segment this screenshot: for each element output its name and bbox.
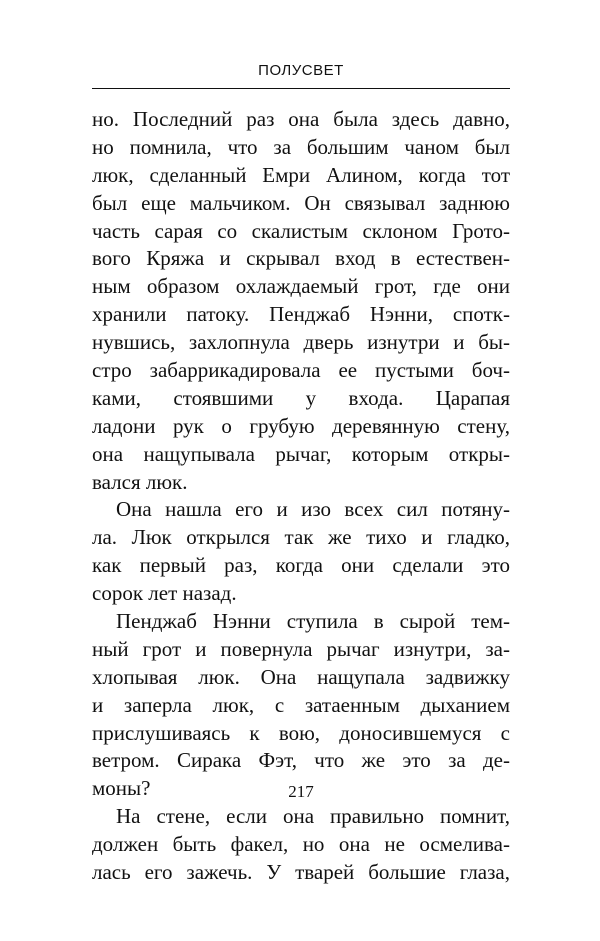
text-line: стро забаррикадировала ее пустыми боч-: [92, 358, 510, 383]
header-rule: [92, 88, 510, 89]
text-line: ным образом охлаждаемый грот, где они: [92, 274, 510, 299]
text-line: Пенджаб Нэнни ступила в сырой тем-: [116, 609, 510, 634]
text-line: нувшись, захлопнула дверь изнутри и бы-: [92, 330, 510, 355]
text-line: часть сарая со скалистым склоном Грото-: [92, 218, 510, 243]
text-line: вался люк.: [92, 469, 188, 494]
text-line: ный грот и повернула рычаг изнутри, за-: [92, 636, 510, 661]
text-line: хранили патоку. Пенджаб Нэнни, спотк-: [92, 302, 510, 327]
text-line: был еще мальчиком. Он связывал заднюю: [92, 190, 510, 215]
text-line: вого Кряжа и скрывал вход в естествен-: [92, 246, 510, 271]
text-line: но помнила, что за большим чаном был: [92, 134, 510, 159]
text-line: люк, сделанный Емри Алином, когда тот: [92, 162, 510, 187]
text-line: сорок лет назад.: [92, 581, 237, 606]
text-line: ками, стоявшими у входа. Царапая: [92, 385, 510, 410]
text-line: моны?: [92, 776, 151, 801]
text-line: и заперла люк, с затаенным дыханием: [92, 692, 510, 717]
text-line: Она нашла его и изо всех сил потяну-: [116, 497, 510, 522]
text-line: ветром. Сирака Фэт, что же это за де-: [92, 748, 510, 773]
text-line: но. Последний раз она была здесь давно,: [92, 107, 510, 131]
text-line: На стене, если она правильно помнит,: [116, 804, 510, 829]
text-line: она нащупывала рычаг, которым откры-: [92, 441, 510, 466]
page-number: 217: [288, 782, 314, 801]
text-line: лась его зажечь. У тварей большие глаза,: [92, 860, 510, 885]
running-head: ПОЛУСВЕТ: [258, 62, 344, 79]
text-line: ладони рук о грубую деревянную стену,: [92, 413, 510, 438]
text-line: прислушиваясь к вою, доносившемуся с: [92, 720, 510, 745]
body-text: [92, 106, 510, 887]
text-line: должен быть факел, но она не осмелива-: [92, 832, 510, 857]
text-line: хлопывая люк. Она нащупала задвижку: [92, 664, 510, 689]
text-line: как первый раз, когда они сделали это: [92, 553, 510, 578]
text-line: ла. Люк открылся так же тихо и гладко,: [92, 525, 510, 550]
